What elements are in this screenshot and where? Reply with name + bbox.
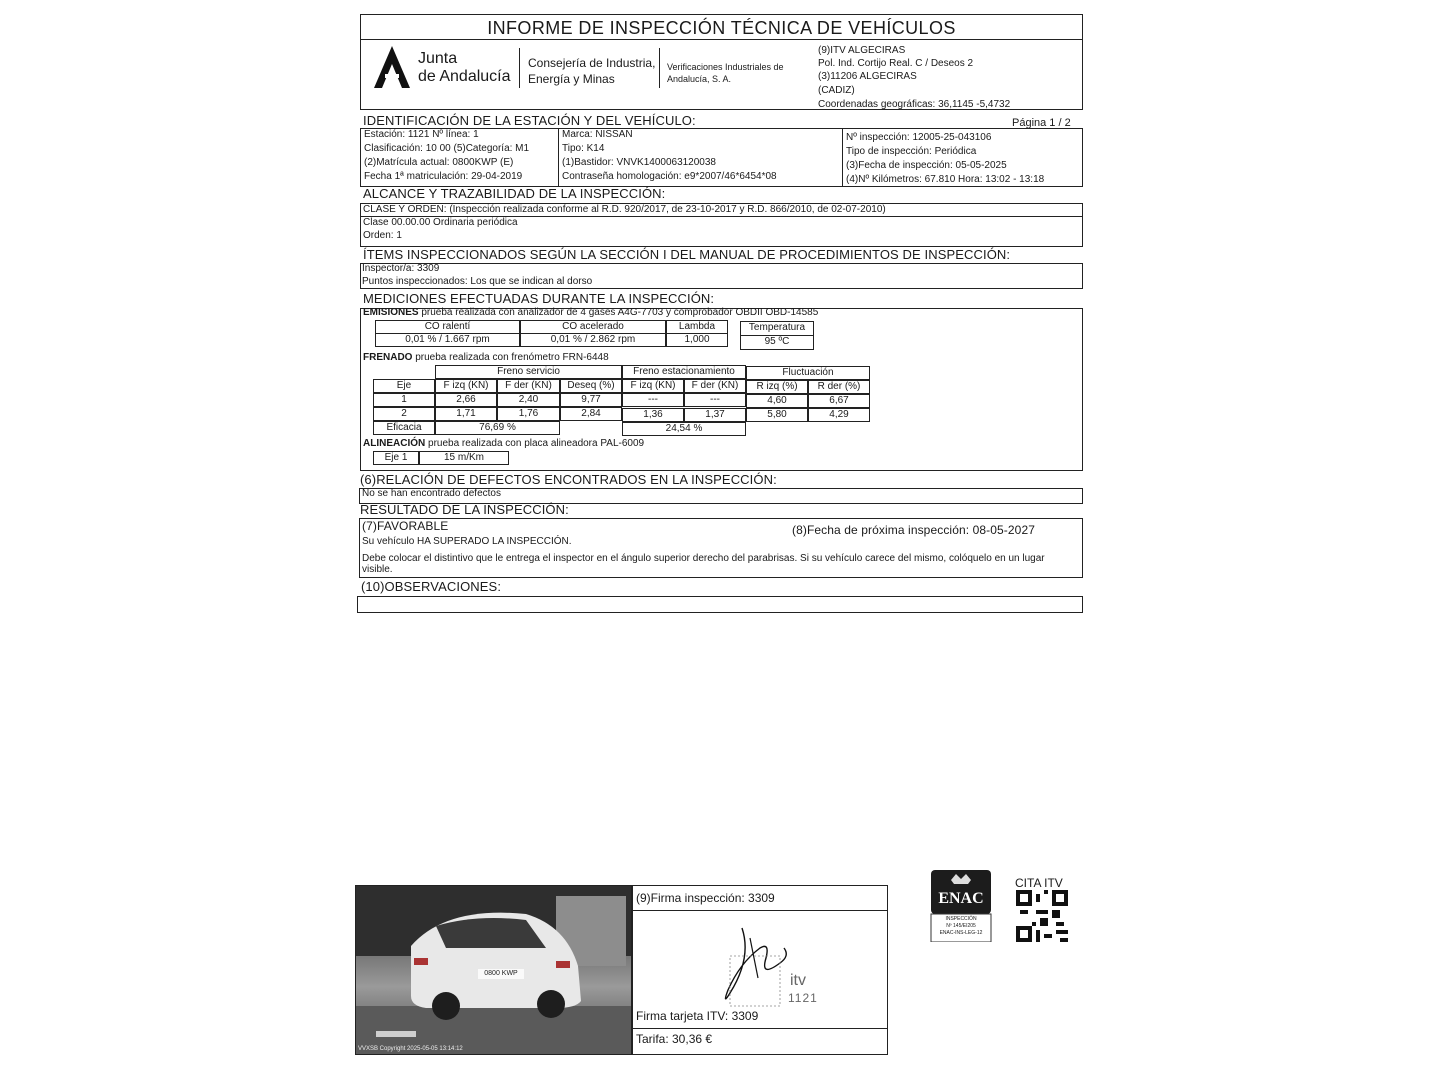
lambda-value: 1,000 [666, 333, 728, 347]
co-idle-value: 0,01 % / 1.667 rpm [375, 333, 520, 347]
brake-row2-parking-left: 1,36 [622, 408, 684, 422]
brake-header-imbalance: Deseq (%) [560, 379, 622, 393]
classification-line: Clasificación: 10 00 (5)Categoría: M1 [364, 143, 530, 154]
brake-header-axle: Eje [373, 379, 435, 393]
brake-row2-service-right: 1,76 [497, 407, 560, 421]
veiasa-line2: Andalucía, S. A. [667, 74, 732, 84]
co-accel-value: 0,01 % / 2.862 rpm [520, 333, 666, 347]
vehicle-photo [355, 885, 632, 1055]
lambda-header: Lambda [666, 320, 728, 334]
alignment-line [363, 438, 644, 450]
temperature-header: Temperatura [740, 321, 814, 336]
service-brake-group: Freno servicio [435, 365, 622, 379]
station-coordinates: Coordenadas geográficas: 36,1145 -5,4732 [818, 99, 1011, 110]
enac-sub2: Nº 145/EI205 [946, 923, 976, 929]
fee-label: Tarifa: 30,36 € [636, 1032, 713, 1046]
identification-divider-1 [558, 128, 559, 187]
enac-label: ENAC [938, 890, 984, 907]
efficiency-parking: 24,54 % [622, 422, 746, 436]
brake-label: FRENADO [363, 352, 413, 363]
signature-label: (9)Firma inspección: 3309 [636, 891, 775, 905]
parking-brake-group: Freno estacionamiento [622, 365, 746, 379]
consejeria-line1: Consejería de Industria, [528, 56, 656, 70]
brand-line: Marca: NISSAN [562, 129, 633, 140]
fluctuation-group: Fluctuación [746, 366, 870, 380]
brake-header-parking-left: F izq (KN) [622, 379, 684, 393]
logo-line2: de Andalucía [418, 68, 511, 85]
station-city: (3)11206 ALGECIRAS [818, 71, 917, 82]
result-line1: Su vehículo HA SUPERADO LA INSPECCIÓN. [362, 536, 572, 547]
brake-header-fluct-right: R der (%) [808, 380, 870, 394]
brake-row1-service-right: 2,40 [497, 393, 560, 407]
plate-line: (2)Matrícula actual: 0800KWP (E) [364, 157, 514, 168]
station-line: Estación: 1121 Nº línea: 1 [364, 129, 479, 140]
result-line2: Debe colocar el distintivo que le entrega el inspector en el ángulo superior derecho del parabrisas. Si su vehículo carece del mismo, colóquelo en un lugar [362, 553, 1045, 564]
brake-row2-parking-right: 1,37 [684, 408, 746, 422]
brake-row2-fluct-right: 4,29 [808, 408, 870, 422]
inspection-number-line: Nº inspección: 12005-25-043106 [846, 132, 992, 143]
result-heading: RESULTADO DE LA INSPECCIÓN: [360, 502, 569, 517]
kilometers-line: (4)Nº Kilómetros: 67.810 Hora: 13:02 - 13:18 [846, 174, 1045, 185]
enac-sub3: ENAC-INS-LEG-12 [939, 930, 983, 936]
co-idle-header: CO ralentí [375, 320, 520, 334]
result-status: (7)FAVORABLE [362, 519, 449, 533]
scope-heading: ALCANCE Y TRAZABILIDAD DE LA INSPECCIÓN: [363, 186, 666, 201]
points-line: Puntos inspeccionados: Los que se indican al dorso [362, 276, 593, 287]
efficiency-service: 76,69 % [435, 421, 560, 435]
brake-row2-service-left: 1,71 [435, 407, 497, 421]
cita-itv-label[interactable]: CITA ITV [1015, 876, 1063, 890]
station-province: (CADIZ) [818, 85, 855, 96]
homologation-line: Contraseña homologación: e9*2007/46*6454*08 [562, 171, 777, 182]
brake-header-service-right: F der (KN) [497, 379, 560, 393]
alignment-axle: Eje 1 [373, 451, 419, 465]
inspection-type-line: Tipo de inspección: Periódica [846, 146, 977, 157]
inspection-date-line: (3)Fecha de inspección: 05-05-2025 [846, 160, 1007, 171]
photo-caption: VVXSB Copyright 2025-05-05 13:14:12 [358, 1046, 463, 1052]
inspector-line: Inspector/a: 3309 [362, 263, 440, 274]
brake-header-parking-right: F der (KN) [684, 379, 746, 393]
brake-row1-imbalance: 9,77 [560, 393, 622, 407]
logo-line1: Junta [418, 50, 458, 67]
station-name: (9)ITV ALGECIRAS [818, 45, 906, 56]
stamp-itv: itv [790, 972, 806, 989]
measurements-heading: MEDICIONES EFECTUADAS DURANTE LA INSPECCIÓN: [363, 291, 715, 306]
consejeria-line2: Energía y Minas [528, 72, 615, 86]
brake-line [363, 352, 609, 364]
scope-class: Clase 00.00.00 Ordinaria periódica [363, 217, 518, 228]
defects-heading: (6)RELACIÓN DE DEFECTOS ENCONTRADOS EN LA INSPECCIÓN: [360, 472, 777, 487]
result-line3: visible. [362, 564, 393, 575]
station-address: Pol. Ind. Cortijo Real. C / Deseos 2 [818, 58, 974, 69]
alignment-text: prueba realizada con placa alineadora PAL-6009 [425, 438, 645, 449]
observations-box [357, 596, 1083, 613]
brake-row1-axle: 1 [373, 393, 435, 407]
page-number: Página 1 / 2 [1012, 117, 1071, 129]
enac-badge [928, 870, 994, 942]
enac-sub1: INSPECCIÓN [945, 916, 977, 922]
brake-row1-fluct-left: 4,60 [746, 394, 808, 408]
scope-class-order: CLASE Y ORDEN: (Inspección realizada conforme al R.D. 920/2017, de 23-10-2017 y R.D. 866/2010, de 02-07-2010) [363, 204, 886, 215]
brake-text: prueba realizada con frenómetro FRN-6448 [412, 352, 609, 363]
card-signature-label: Firma tarjeta ITV: 3309 [636, 1009, 759, 1023]
emissions-text: prueba realizada con analizador de 4 gases A4G-7703 y comprobador OBDII OBD-14585 [418, 307, 819, 318]
signature-bottom-divider [632, 1028, 888, 1029]
alignment-value: 15 m/Km [419, 451, 509, 465]
qr-code-icon[interactable] [1016, 890, 1068, 942]
items-heading: ÍTEMS INSPECCIONADOS SEGÚN LA SECCIÓN I DEL MANUAL DE PROCEDIMIENTOS DE INSPECCIÓN: [363, 247, 1011, 262]
registration-date-line: Fecha 1ª matriculación: 29-04-2019 [364, 171, 523, 182]
next-inspection-date: (8)Fecha de próxima inspección: 08-05-2027 [792, 523, 1035, 537]
brake-header-service-left: F izq (KN) [435, 379, 497, 393]
brake-row1-parking-left: --- [622, 393, 684, 407]
brake-row2-axle: 2 [373, 407, 435, 421]
identification-divider-2 [842, 128, 843, 187]
brake-row1-service-left: 2,66 [435, 393, 497, 407]
observations-heading: (10)OBSERVACIONES: [361, 579, 502, 594]
document-title: INFORME DE INSPECCIÓN TÉCNICA DE VEHÍCULOS [487, 18, 956, 38]
brake-row2-fluct-left: 5,80 [746, 408, 808, 422]
junta-andalucia-logo-icon [372, 44, 412, 90]
emissions-line [363, 307, 818, 319]
brake-row1-parking-right: --- [684, 393, 746, 407]
brake-row1-fluct-right: 6,67 [808, 394, 870, 408]
identification-heading: IDENTIFICACIÓN DE LA ESTACIÓN Y DEL VEHÍCULO: [363, 113, 696, 128]
temperature-value: 95 ºC [740, 335, 814, 350]
brake-row2-imbalance: 2,84 [560, 407, 622, 421]
stamp-number: 1121 [788, 991, 818, 1005]
alignment-label: ALINEACIÓN [363, 438, 426, 449]
type-line: Tipo: K14 [562, 143, 605, 154]
veiasa-line1: Verificaciones Industriales de [667, 62, 784, 72]
emissions-label: EMISIONES [363, 307, 419, 318]
consejeria-divider [659, 48, 660, 88]
vin-line: (1)Bastidor: VNVK1400063120038 [562, 157, 716, 168]
photo-plate: 0800 KWP [478, 969, 524, 979]
defects-text: No se han encontrado defectos [362, 488, 501, 499]
header-title-divider [360, 39, 1083, 40]
logo-divider [519, 48, 520, 88]
co-accel-header: CO acelerado [520, 320, 666, 334]
scope-order: Orden: 1 [363, 230, 402, 241]
brake-header-fluct-left: R izq (%) [746, 380, 808, 394]
signature-top-divider [632, 910, 888, 911]
efficiency-label: Eficacia [373, 421, 435, 435]
